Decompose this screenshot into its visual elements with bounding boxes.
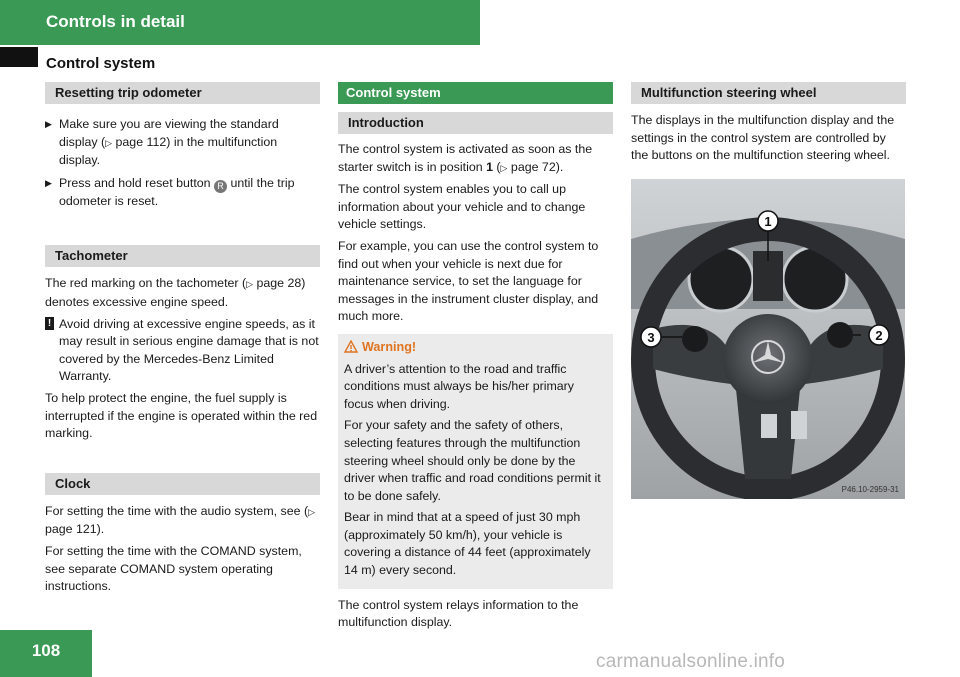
warning-box xyxy=(338,334,613,589)
bullet-arrow-icon: ▶ xyxy=(45,119,52,129)
column-right xyxy=(631,82,906,504)
column-left xyxy=(45,82,320,600)
warning-speed-text: Bear in mind that at a speed of just 30 mph (approximately 50 km/h), your vehicle is covering a distance of 44 feet (approximately 14 m) every second. xyxy=(344,510,591,578)
page-ref-icon: ▷ xyxy=(246,279,254,290)
relays-info-text: The control system relays information to the multifunction display. xyxy=(338,597,579,630)
warning-attention-text: A driver’s attention to the road and traffic conditions must always be his/her primary focus when driving. xyxy=(344,361,575,411)
warning-safety-text: For your safety and the safety of others, selecting features through the multifunction steering wheel should only be done by the driver when traffic and road conditions permit it to be done safely. xyxy=(344,418,601,503)
step-view-display: ▶ Make sure you are viewing the standard display (▷ page 112) in the multifunction display. xyxy=(45,117,279,168)
warning-title: Warning! xyxy=(344,339,607,357)
reset-button-icon: R xyxy=(214,180,227,193)
page-ref-icon: ▷ xyxy=(105,137,113,148)
bullet-arrow-icon: ▶ xyxy=(45,177,52,188)
svg-text:3: 3 xyxy=(647,329,655,345)
page-number: 108 xyxy=(31,641,61,660)
column-middle xyxy=(338,82,613,636)
heading-control-system: Control system xyxy=(338,82,613,104)
section-title: Control system xyxy=(46,55,156,72)
intro-activation-text: The control system is activated as soon as the starter switch is in position 1 (▷ page 72). xyxy=(338,142,593,174)
heading-clock: Clock xyxy=(45,473,320,495)
svg-text:2: 2 xyxy=(875,327,883,343)
warning-triangle-icon xyxy=(344,340,358,353)
page-ref-icon: ▷ xyxy=(308,506,315,517)
heading-trip-odometer: Resetting trip odometer xyxy=(45,82,320,104)
heading-tachometer: Tachometer xyxy=(45,245,320,267)
section-tab-marker xyxy=(0,47,38,67)
watermark: carmanualsonline.info xyxy=(596,651,786,672)
clock-audio-text: For setting the time with the audio system, see (▷ page 121). xyxy=(45,503,315,537)
engine-speed-note: ! Avoid driving at excessive engine speeds, as it may result in serious engine damage that is not covered by the Mercedes-Benz Limited Warranty. xyxy=(45,316,320,386)
intro-example-text: For example, you can use the control system to find out when your vehicle is next due for maintenance service, to set the language for messages in the instrument cluster display, and much more. xyxy=(338,238,599,324)
heading-steering-wheel: Multifunction steering wheel xyxy=(631,82,906,104)
svg-text:1: 1 xyxy=(764,213,772,229)
steering-wheel-text: The displays in the multifunction display and the settings in the control system are controlled by the buttons on the multifunction steering wheel. xyxy=(631,113,895,163)
heading-introduction: Introduction xyxy=(338,112,613,134)
svg-text:P46.10-2959-31: P46.10-2959-31 xyxy=(841,484,899,494)
chapter-title: Controls in detail xyxy=(46,12,185,31)
steering-wheel-photo xyxy=(631,179,905,499)
step-press-reset: ▶ Press and hold reset button R until the trip odometer is reset. xyxy=(45,175,295,208)
tachometer-text: The red marking on the tachometer (▷ page 28) denotes excessive engine speed. xyxy=(45,276,306,309)
intro-purpose-text: The control system enables you to call up information about your vehicle and to change vehicle settings. xyxy=(338,182,586,232)
clock-comand-text: For setting the time with the COMAND system, see separate COMAND system operating instructions. xyxy=(45,543,302,594)
caution-exclamation-icon: ! xyxy=(45,317,54,330)
page-ref-icon: ▷ xyxy=(500,162,508,173)
fuel-supply-text: To help protect the engine, the fuel supply is interrupted if the engine is operated within the red marking. xyxy=(45,390,318,441)
